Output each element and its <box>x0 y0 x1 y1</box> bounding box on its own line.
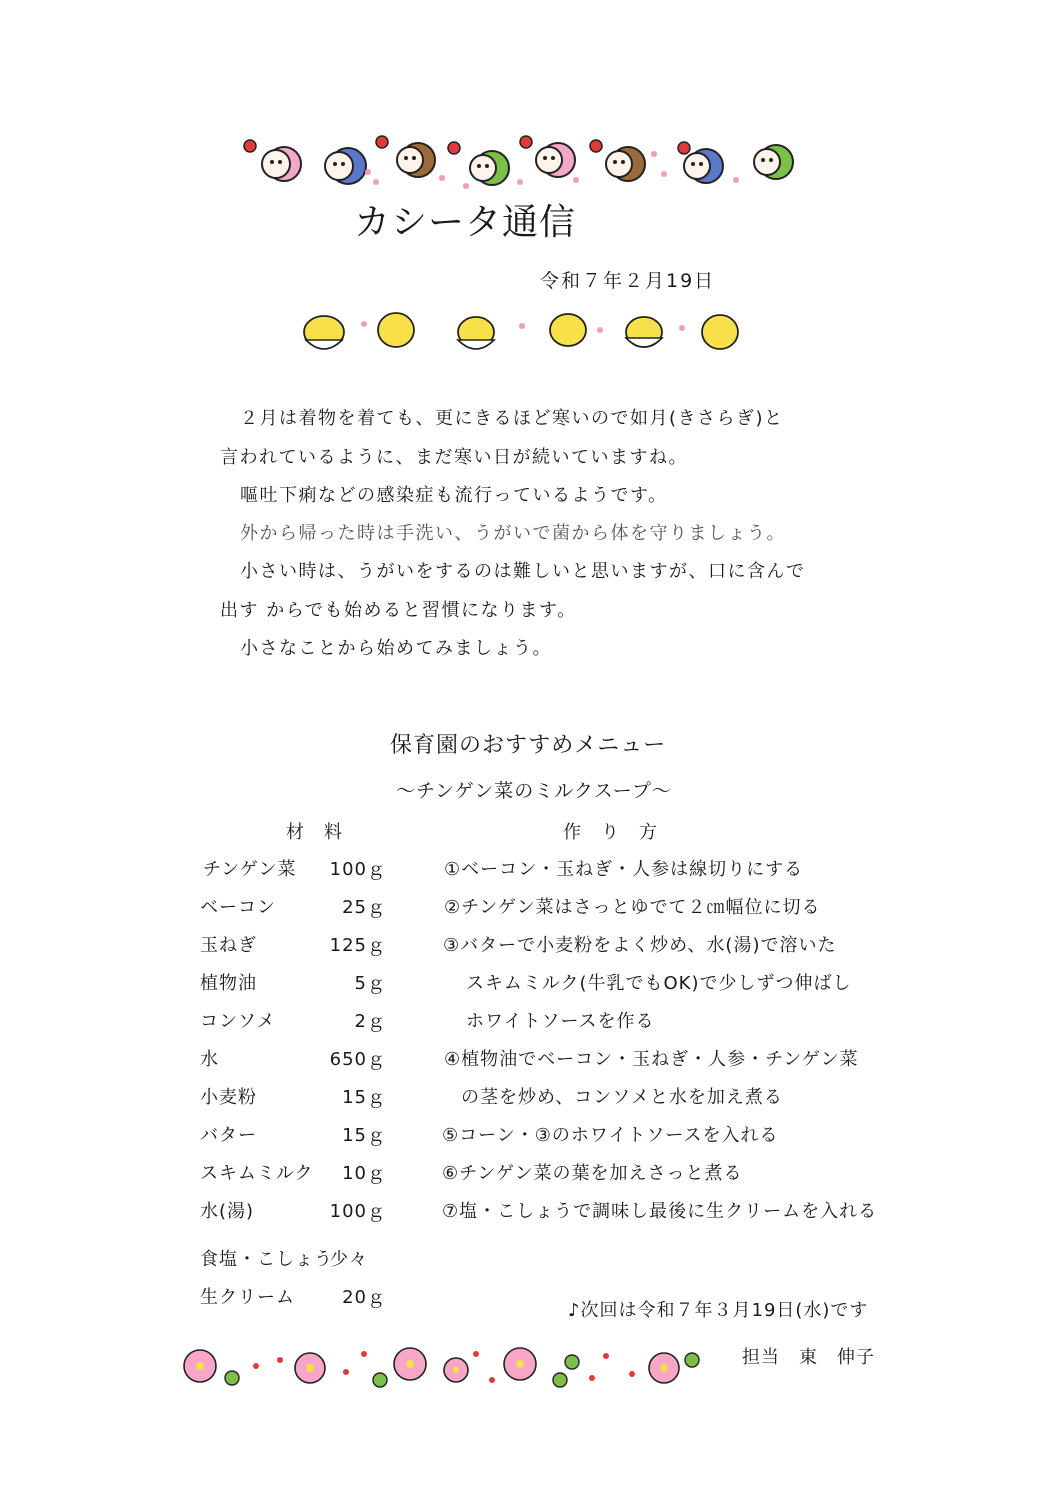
issue-date: 令和７年２月19日 <box>540 270 716 292</box>
ingredient-amount: 2ｇ <box>354 1011 386 1032</box>
ingredient-amount: 100ｇ <box>329 1201 386 1222</box>
ingredient-amount: 10ｇ <box>342 1163 386 1184</box>
intro-line: 外から帰った時は手洗い、うがいで菌から体を守りましょう。 <box>240 523 786 544</box>
bird-icon <box>754 145 793 179</box>
recipe-step: ⑤コーン・③のホワイトソースを入れる <box>442 1125 779 1146</box>
ingredient-amount: 125ｇ <box>329 935 386 956</box>
ingredient-name: チンゲン菜 <box>203 859 297 880</box>
ingredient-name: コンソメ <box>200 1011 276 1032</box>
ingredient-amount: 650ｇ <box>329 1049 386 1070</box>
ingredient-amount: 100ｇ <box>329 859 386 880</box>
menu-title: 保育園のおすすめメニュー <box>390 733 667 758</box>
ingredient-amount: 20ｇ <box>342 1287 386 1308</box>
bird-icon <box>536 143 575 177</box>
ingredient-amount: 25ｇ <box>342 897 386 918</box>
intro-line: 嘔吐下痢などの感染症も流行っているようです。 <box>240 485 668 506</box>
ingredient-amount: 15ｇ <box>342 1125 386 1146</box>
recipe-step: ホワイトソースを作る <box>466 1011 655 1032</box>
chick-border <box>296 302 748 360</box>
recipe-step: ②チンゲン菜はさっとゆでて２㎝幅位に切る <box>444 897 821 918</box>
bird-icon <box>684 149 723 183</box>
recipe-step: ①ベーコン・玉ねぎ・人参は線切りにする <box>444 859 804 880</box>
eggshell-icon <box>306 338 662 349</box>
intro-line: 言われているように、まだ寒い日が続いていますね。 <box>220 447 688 468</box>
ingredient-amount: 15ｇ <box>342 1087 386 1108</box>
ingredient-name: 玉ねぎ <box>200 935 257 956</box>
ingredient-amount: 少々 <box>330 1249 368 1270</box>
chick-icon <box>304 313 738 349</box>
flower-center-icon <box>196 1360 668 1373</box>
ingredient-name: 水(湯) <box>200 1201 255 1222</box>
bird-icon <box>606 147 645 181</box>
ingredient-name: 水 <box>200 1049 219 1070</box>
bird-icon <box>262 147 301 181</box>
intro-line: 小さい時は、うがいをするのは難しいと思いますが、口に含んで <box>240 561 806 582</box>
ingredient-name: 食塩・こしょう <box>200 1249 333 1270</box>
recipe-step: の茎を炒め、コンソメと水を加え煮る <box>461 1087 783 1108</box>
ingredients-header: 材 料 <box>286 822 343 843</box>
page-title: カシータ通信 <box>354 202 577 243</box>
recipe-step: スキムミルク(牛乳でもOK)で少しずつ伸ばし <box>466 973 852 994</box>
ingredient-name: スキムミルク <box>200 1163 314 1184</box>
bird-icon <box>397 143 435 177</box>
author-credit: 担当 東 伸子 <box>742 1347 875 1368</box>
ingredient-name: 生クリーム <box>200 1287 295 1308</box>
ingredient-name: バター <box>200 1125 257 1146</box>
next-issue-note: ♪次回は令和７年３月19日(水)です <box>568 1300 869 1321</box>
bird-icon <box>325 148 366 184</box>
ingredient-amount: 5ｇ <box>354 973 386 994</box>
bird-icon <box>470 151 509 185</box>
intro-line: ２月は着物を着ても、更にきるほど寒いので如月(きさらぎ)と <box>240 408 784 429</box>
intro-line: 小さなことから始めてみましょう。 <box>240 638 552 659</box>
ingredient-name: 植物油 <box>200 973 257 994</box>
recipe-step: ⑦塩・こしょうで調味し最後に生クリームを入れる <box>442 1201 878 1222</box>
recipe-step: ⑥チンゲン菜の葉を加えさっと煮る <box>442 1163 743 1184</box>
bird-border-top <box>236 128 806 196</box>
menu-subtitle: ～チンゲン菜のミルクスープ～ <box>396 780 672 802</box>
flower-border-bottom <box>176 1340 706 1392</box>
method-header: 作 り 方 <box>563 822 658 843</box>
intro-line: 出す からでも始めると習慣になります。 <box>220 600 577 621</box>
ingredient-name: ベーコン <box>200 897 276 918</box>
ingredient-name: 小麦粉 <box>200 1087 257 1108</box>
recipe-step: ④植物油でベーコン・玉ねぎ・人参・チンゲン菜 <box>444 1049 859 1070</box>
recipe-step: ③バターで小麦粉をよく炒め、水(湯)で溶いた <box>443 935 837 956</box>
